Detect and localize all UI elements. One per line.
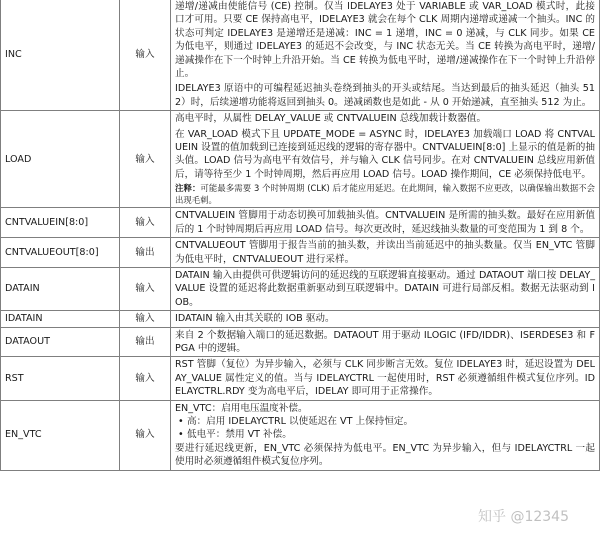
signal-name: IDATAIN — [1, 311, 120, 327]
description-paragraph: 要进行延迟线更新，EN_VTC 必须保持为低电平。EN_VTC 为异步输入，但与 IDELAYCTRL 一起使用时必须遵循组件模式复位序列。 — [175, 442, 595, 468]
signal-description — [171, 400, 600, 470]
table-row-idatain — [1, 311, 600, 327]
description-paragraph: CNTVALUEOUT 管脚用于报告当前的抽头数，并读出当前延迟中的抽头数量。仅当 EN_VTC 管脚为低电平时，CNTVALUEOUT 进行采样。 — [175, 240, 595, 265]
watermark: 知乎 @12345 — [478, 509, 569, 525]
table-row-load — [1, 111, 600, 208]
note — [175, 182, 595, 206]
description-paragraph: 来自 2 个数据输入端口的延迟数据。DATAOUT 用于驱动 ILOGIC (IFD/IDDR)、ISERDESE3 和 FPGA 中的逻辑。 — [175, 329, 595, 354]
signal-description — [171, 238, 600, 268]
description-paragraph: IDELAYE3 原语中的可编程延迟抽头卷绕到抽头的开头或结尾。当达到最后的抽头延迟（抽头 512）时，后续递增功能将返回到抽头 0。递减函数也是如此 - 从 0 开始递减，直至抽头 512 为止。 — [175, 83, 595, 108]
signal-direction: 输入 — [120, 0, 171, 111]
description-paragraph: 递增/递减由使能信号 (CE) 控制。仅当 IDELAYE3 处于 VARIABLE 或 VAR_LOAD 模式时，此接口才可用。只要 CE 保持高电平，IDELAYE3 就会在每个 CLK 周期内递增或递减一个抽头。INC 的状态可判定 IDELAYE3 是递增还是递减：INC = 1 递增，INC = 0 递减，与 CLK 同步。如果 CE 为低电平，则通过 IDELAYE3 的延迟不会改变，与 INC 状态无关。当 CE 转换为高电平时，递增/递减操作在下一个时钟上升沿开始。当 CE 转换为低电平时，递增/递减操作在下一个时钟上升沿停止。 — [175, 1, 595, 80]
table-row-rst — [1, 357, 600, 400]
table-row-cntvalueout — [1, 238, 600, 268]
signal-description — [171, 357, 600, 400]
description-paragraph: EN_VTC：启用电压温度补偿。 — [175, 402, 308, 414]
description-paragraph: 高电平时，从属性 DELAY_VALUE 或 CNTVALUEIN 总线加载计数器值。 — [175, 113, 487, 125]
signal-description — [171, 0, 600, 111]
signal-direction: 输出 — [120, 327, 171, 357]
signal-name: DATAIN — [1, 267, 120, 310]
signal-name: DATAOUT — [1, 327, 120, 357]
table-row-cntvaluein — [1, 208, 600, 238]
bullet-item: • 低电平：禁用 VT 补偿。 — [187, 428, 595, 441]
signal-direction: 输入 — [120, 111, 171, 208]
signal-direction: 输入 — [120, 267, 171, 310]
table-row-inc — [1, 0, 600, 111]
signal-name: LOAD — [1, 111, 120, 208]
signal-name: RST — [1, 357, 120, 400]
signal-name: EN_VTC — [1, 400, 120, 470]
signal-description — [171, 111, 600, 208]
signal-description — [171, 208, 600, 238]
table-row-en-vtc — [1, 400, 600, 470]
signal-description — [171, 327, 600, 357]
bullet-item: • 高：启用 IDELAYCTRL 以使延迟在 VT 上保持恒定。 — [187, 415, 595, 428]
description-paragraph: IDATAIN 输入由其关联的 IOB 驱动。 — [175, 313, 335, 325]
signal-direction: 输入 — [120, 208, 171, 238]
bullet-list — [175, 415, 595, 442]
description-paragraph: CNTVALUEIN 管脚用于动态切换可加载抽头值。CNTVALUEIN 是所需的抽头数。最好在应用新值后的 1 个时钟周期后再应用 LOAD 信号。每次更改时，延迟线抽头数量的可变范围为 1 到 8 个。 — [175, 210, 595, 235]
signal-name: CNTVALUEIN[8:0] — [1, 208, 120, 238]
description-paragraph: 在 VAR_LOAD 模式下且 UPDATE_MODE = ASYNC 时，IDELAYE3 加载端口 LOAD 将 CNTVALUEIN 设置的值加载到已连接到延迟线的逻辑的寄存器中。CNTVALUEIN[8:0] 上显示的值是新的抽头值。LOAD 信号为高电平有效信号，并与输入 CLK 信号同步。在对 CNTVALUEIN 总线应用新值后，请等待至少 1 个时钟周期，然后再应用 LOAD 信号。LOAD 操作期间，CE 必须保持低电平。 — [175, 128, 595, 180]
signal-direction: 输入 — [120, 400, 171, 470]
signal-direction: 输入 — [120, 311, 171, 327]
signal-description — [171, 311, 600, 327]
signal-name: CNTVALUEOUT[8:0] — [1, 238, 120, 268]
note-text: 可能最多需要 3 个时钟周期 (CLK) 后才能应用延迟。在此期间，输入数据不应更改，以确保输出数据不会出现毛刺。 — [175, 183, 596, 206]
signal-direction: 输出 — [120, 238, 171, 268]
signal-name: INC — [1, 0, 120, 111]
signal-description — [171, 267, 600, 310]
table-row-dataout — [1, 327, 600, 357]
note-label: 注释： — [175, 183, 201, 194]
table-row-datain — [1, 267, 600, 310]
signal-direction: 输入 — [120, 357, 171, 400]
description-paragraph: DATAIN 输入由提供可供逻辑访问的延迟线的互联逻辑直接驱动。通过 DATAOUT 端口按 DELAY_VALUE 设置的延迟将此数据重新驱动到互联逻辑中。DATAIN 可进行局部反相。数据无法驱动到 IOB。 — [175, 269, 595, 308]
description-paragraph: RST 管脚（复位）为异步输入，必须与 CLK 同步断言无效。复位 IDELAYE3 时，延迟设置为 DELAY_VALUE 属性定义的值。当与 IDELAYCTRL 一起使用时，RST 必须遵循组件模式复位序列。IDELAYCTRL.RDY 变为高电平后，IDELAY 即可用于正常操作。 — [175, 359, 595, 398]
